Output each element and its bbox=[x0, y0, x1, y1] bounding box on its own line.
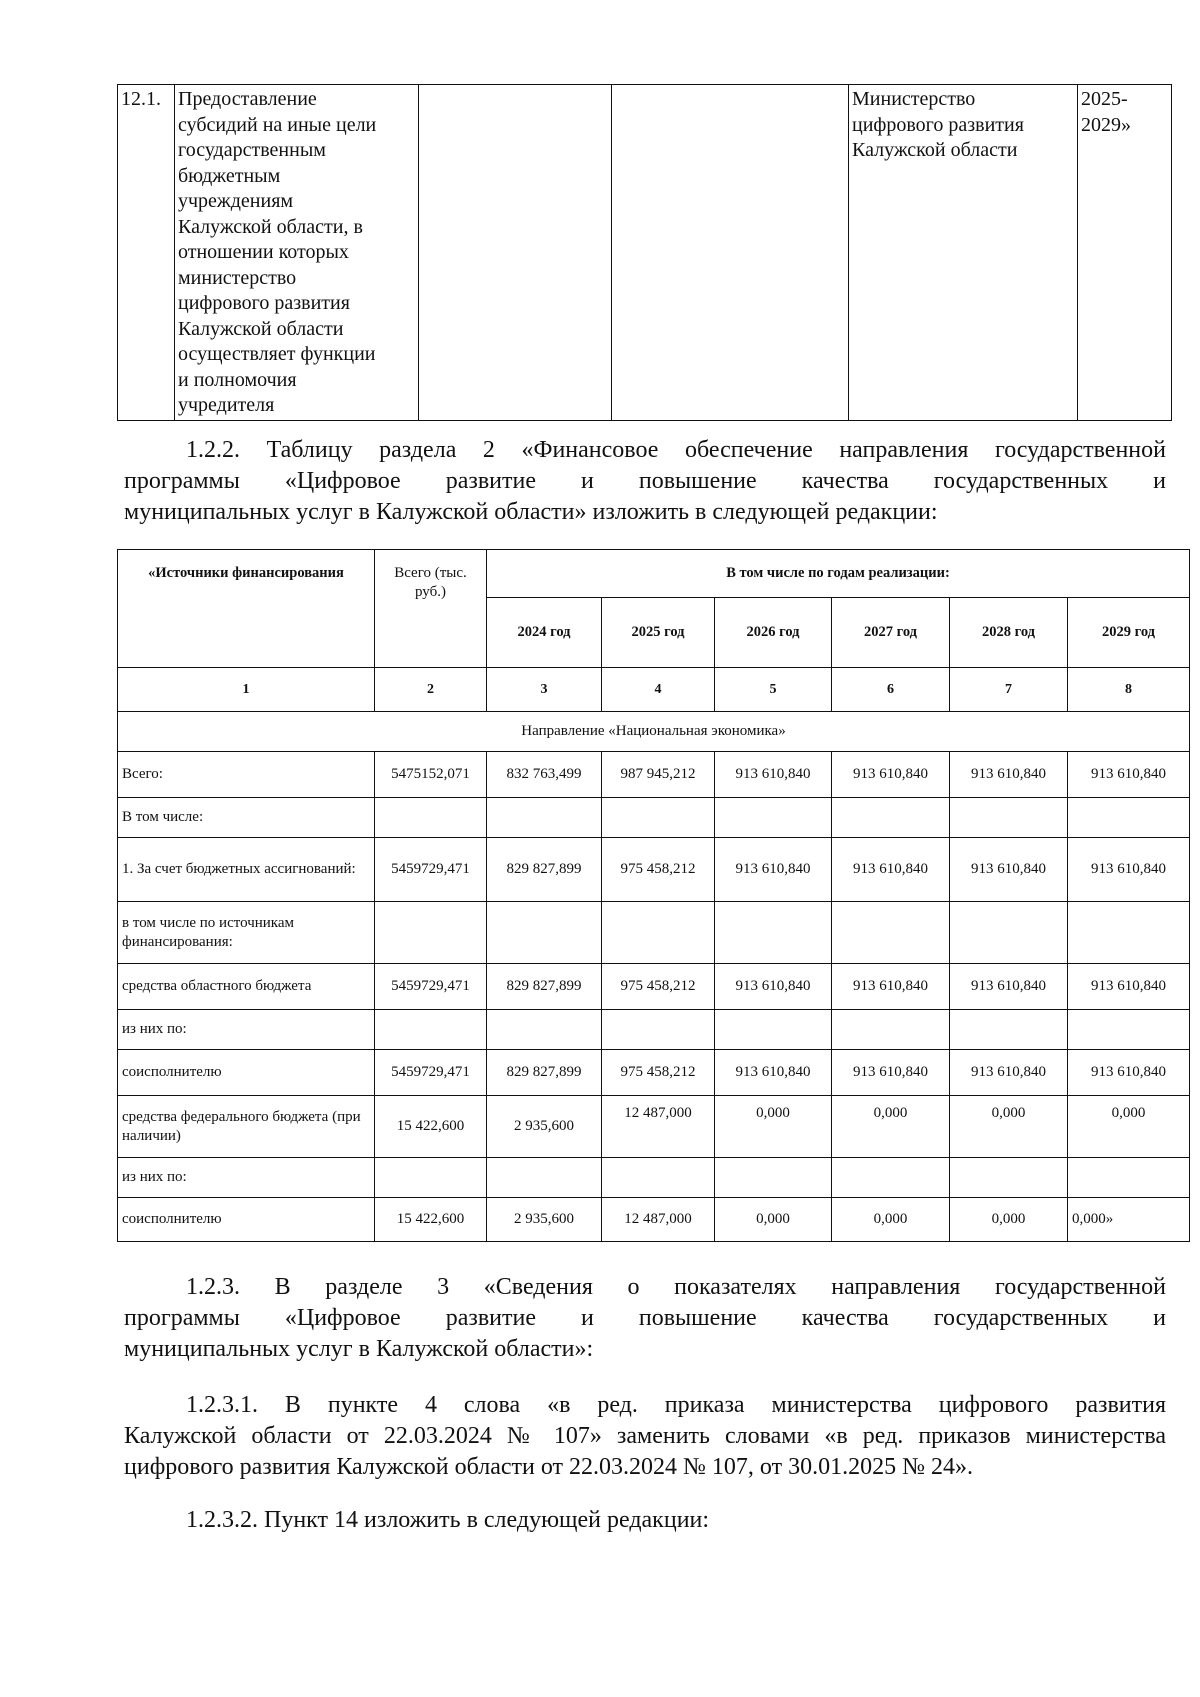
header-year: 2028 год bbox=[950, 598, 1068, 668]
activity-name-line: министерство bbox=[178, 266, 297, 289]
cell-2027 bbox=[832, 798, 950, 838]
paragraph-line: программы «Цифровое развитие и повышение качества государственных и bbox=[124, 1305, 1166, 1331]
header-year: 2025 год bbox=[602, 598, 715, 668]
empty-cell bbox=[419, 85, 612, 421]
cell-2026: 913 610,840 bbox=[715, 752, 832, 798]
cell-2027 bbox=[832, 1158, 950, 1198]
cell-2027: 913 610,840 bbox=[832, 964, 950, 1010]
cell-2024 bbox=[487, 1158, 602, 1198]
cell-2029: 913 610,840 bbox=[1068, 1050, 1190, 1096]
paragraph-line: муниципальных услуг в Калужской области» изложить в следующей редакции: bbox=[124, 499, 938, 525]
cell-total: 15 422,600 bbox=[375, 1198, 487, 1242]
cell-2026 bbox=[715, 902, 832, 964]
responsible-line: цифрового развития bbox=[852, 113, 1024, 136]
paragraph-line bbox=[124, 1390, 1166, 1421]
header-sources: «Источники финансирования bbox=[118, 550, 375, 668]
cell-2024 bbox=[487, 1010, 602, 1050]
activity-name-line: и полномочия bbox=[178, 368, 297, 391]
table-row bbox=[118, 1158, 1190, 1198]
cell-2029: 913 610,840 bbox=[1068, 838, 1190, 902]
cell-2026 bbox=[715, 1010, 832, 1050]
row-label: из них по: bbox=[118, 1158, 375, 1198]
table-row bbox=[118, 752, 1190, 798]
cell-2026: 913 610,840 bbox=[715, 964, 832, 1010]
cell-2027: 913 610,840 bbox=[832, 1050, 950, 1096]
cell-2025 bbox=[602, 798, 715, 838]
paragraph-line: программы «Цифровое развитие и повышение качества государственных и bbox=[124, 468, 1166, 494]
cell-2025: 975 458,212 bbox=[602, 964, 715, 1010]
paragraph-text: 1.2.2. Таблицу раздела 2 «Финансовое обеспечение направления государственной bbox=[186, 437, 1166, 463]
table-row bbox=[118, 902, 1190, 964]
table-header-row bbox=[118, 550, 1190, 598]
activity-name-line: осуществляет функции bbox=[178, 343, 376, 365]
header-by-years: В том числе по годам реализации: bbox=[487, 550, 1190, 598]
cell-total bbox=[375, 798, 487, 838]
cell-2025: 12 487,000 bbox=[602, 1198, 715, 1242]
paragraph-line bbox=[124, 1505, 1166, 1536]
financing-table bbox=[117, 549, 1190, 1242]
row-label: соисполнителю bbox=[118, 1050, 375, 1096]
header-year: 2024 год bbox=[487, 598, 602, 668]
paragraph-text: 1.2.3. В разделе 3 «Сведения о показателях направления государственной bbox=[186, 1274, 1166, 1300]
cell-2025 bbox=[602, 902, 715, 964]
cell-2027: 0,000 bbox=[832, 1096, 950, 1158]
cell-2029 bbox=[1068, 1158, 1190, 1198]
cell-total: 5459729,471 bbox=[375, 964, 487, 1010]
table-row bbox=[118, 1198, 1190, 1242]
activity-name-line: цифрового развития bbox=[178, 292, 350, 314]
activity-name-line: учредителя bbox=[178, 394, 275, 416]
section-title: Направление «Национальная экономика» bbox=[118, 712, 1190, 752]
table-row bbox=[118, 964, 1190, 1010]
cell-2026: 0,000 bbox=[715, 1198, 832, 1242]
row-label: 1. За счет бюджетных ассигнований: bbox=[118, 838, 375, 902]
table-row bbox=[118, 1096, 1190, 1158]
header-total: Всего (тыс. руб.) bbox=[375, 550, 487, 668]
header-year: 2029 год bbox=[1068, 598, 1190, 668]
paragraph-1-2-2 bbox=[124, 435, 1166, 528]
cell-2029 bbox=[1068, 798, 1190, 838]
cell-2028: 913 610,840 bbox=[950, 964, 1068, 1010]
column-number: 4 bbox=[602, 668, 715, 712]
cell-total: 5475152,071 bbox=[375, 752, 487, 798]
cell-2024 bbox=[487, 798, 602, 838]
cell-2028 bbox=[950, 798, 1068, 838]
cell-2026: 913 610,840 bbox=[715, 1050, 832, 1096]
responsible-line: Министерство bbox=[852, 88, 976, 110]
table-row bbox=[118, 838, 1190, 902]
column-number: 7 bbox=[950, 668, 1068, 712]
cell-2025: 975 458,212 bbox=[602, 838, 715, 902]
cell-2028: 913 610,840 bbox=[950, 1050, 1068, 1096]
activity-name-line: Калужской области bbox=[178, 317, 344, 340]
column-number: 3 bbox=[487, 668, 602, 712]
row-label: В том числе: bbox=[118, 798, 375, 838]
cell-2025 bbox=[602, 1158, 715, 1198]
column-number: 2 bbox=[375, 668, 487, 712]
paragraph-line bbox=[124, 435, 1166, 466]
implementation-period bbox=[1078, 85, 1172, 421]
cell-total bbox=[375, 1158, 487, 1198]
activity-name bbox=[175, 85, 419, 421]
cell-2029 bbox=[1068, 902, 1190, 964]
activity-name-line: отношении которых bbox=[178, 241, 349, 263]
table-row bbox=[118, 1010, 1190, 1050]
paragraph-line: муниципальных услуг в Калужской области»: bbox=[124, 1336, 594, 1362]
cell-2025: 987 945,212 bbox=[602, 752, 715, 798]
activity-name-line: Предоставление bbox=[178, 88, 317, 110]
row-label: соисполнителю bbox=[118, 1198, 375, 1242]
cell-2028: 0,000 bbox=[950, 1096, 1068, 1158]
paragraph-1-2-3-2 bbox=[124, 1505, 1166, 1536]
cell-2028 bbox=[950, 1158, 1068, 1198]
header-year: 2027 год bbox=[832, 598, 950, 668]
cell-2027 bbox=[832, 902, 950, 964]
section-row bbox=[118, 712, 1190, 752]
cell-total: 5459729,471 bbox=[375, 838, 487, 902]
cell-2028: 913 610,840 bbox=[950, 838, 1068, 902]
column-number: 6 bbox=[832, 668, 950, 712]
cell-2024: 829 827,899 bbox=[487, 838, 602, 902]
activity-name-line: Калужской области, в bbox=[178, 215, 363, 238]
table-row bbox=[118, 1050, 1190, 1096]
header-year: 2026 год bbox=[715, 598, 832, 668]
cell-2026 bbox=[715, 1158, 832, 1198]
activity-name-line: учреждениям bbox=[178, 190, 294, 212]
table-row bbox=[118, 85, 1172, 421]
cell-2029: 0,000» bbox=[1068, 1198, 1190, 1242]
cell-total bbox=[375, 902, 487, 964]
cell-2024: 2 935,600 bbox=[487, 1198, 602, 1242]
cell-2024: 829 827,899 bbox=[487, 1050, 602, 1096]
paragraph-text: 1.2.3.2. Пункт 14 изложить в следующей редакции: bbox=[186, 1507, 710, 1533]
cell-2025: 975 458,212 bbox=[602, 1050, 715, 1096]
cell-2027: 913 610,840 bbox=[832, 838, 950, 902]
table-row bbox=[118, 798, 1190, 838]
cell-2029: 913 610,840 bbox=[1068, 752, 1190, 798]
cell-2025: 12 487,000 bbox=[602, 1096, 715, 1158]
cell-total bbox=[375, 1010, 487, 1050]
cell-2028 bbox=[950, 1010, 1068, 1050]
cell-2026: 913 610,840 bbox=[715, 838, 832, 902]
period-line: 2025- bbox=[1081, 88, 1128, 110]
cell-2024: 2 935,600 bbox=[487, 1096, 602, 1158]
cell-2027 bbox=[832, 1010, 950, 1050]
empty-cell bbox=[612, 85, 849, 421]
paragraph-line: цифрового развития Калужской области от 22.03.2024 № 107, от 30.01.2025 № 24». bbox=[124, 1454, 973, 1480]
cell-2024: 829 827,899 bbox=[487, 964, 602, 1010]
paragraph-1-2-3 bbox=[124, 1272, 1166, 1365]
row-label: из них по: bbox=[118, 1010, 375, 1050]
row-label: в том числе по источникам финансирования: bbox=[118, 902, 375, 964]
activity-name-line: субсидий на иные цели bbox=[178, 113, 377, 136]
cell-total: 15 422,600 bbox=[375, 1096, 487, 1158]
paragraph-line bbox=[124, 1272, 1166, 1303]
cell-total: 5459729,471 bbox=[375, 1050, 487, 1096]
cell-2028: 0,000 bbox=[950, 1198, 1068, 1242]
responsible-line: Калужской области bbox=[852, 139, 1018, 161]
period-line: 2029» bbox=[1081, 113, 1131, 136]
cell-2026 bbox=[715, 798, 832, 838]
paragraph-line: Калужской области от 22.03.2024 № 107» заменить словами «в ред. приказов министерства bbox=[124, 1423, 1166, 1449]
responsible-executor bbox=[849, 85, 1078, 421]
column-number: 1 bbox=[118, 668, 375, 712]
column-number: 8 bbox=[1068, 668, 1190, 712]
cell-2024 bbox=[487, 902, 602, 964]
row-number: 12.1. bbox=[118, 85, 175, 421]
cell-2028: 913 610,840 bbox=[950, 752, 1068, 798]
cell-2029: 913 610,840 bbox=[1068, 964, 1190, 1010]
paragraph-text: 1.2.3.1. В пункте 4 слова «в ред. приказа министерства цифрового развития bbox=[186, 1392, 1166, 1418]
column-number-row bbox=[118, 668, 1190, 712]
cell-2025 bbox=[602, 1010, 715, 1050]
column-number: 5 bbox=[715, 668, 832, 712]
row-label: средства областного бюджета bbox=[118, 964, 375, 1010]
paragraph-1-2-3-1 bbox=[124, 1390, 1166, 1483]
row-label: Всего: bbox=[118, 752, 375, 798]
row-label: средства федерального бюджета (при наличии) bbox=[118, 1096, 375, 1158]
activity-name-line: государственным bbox=[178, 139, 326, 161]
cell-2024: 832 763,499 bbox=[487, 752, 602, 798]
cell-2027: 0,000 bbox=[832, 1198, 950, 1242]
activity-name-line: бюджетным bbox=[178, 164, 281, 187]
program-activities-table bbox=[117, 84, 1172, 421]
cell-2026: 0,000 bbox=[715, 1096, 832, 1158]
cell-2029 bbox=[1068, 1010, 1190, 1050]
cell-2028 bbox=[950, 902, 1068, 964]
cell-2029: 0,000 bbox=[1068, 1096, 1190, 1158]
cell-2027: 913 610,840 bbox=[832, 752, 950, 798]
